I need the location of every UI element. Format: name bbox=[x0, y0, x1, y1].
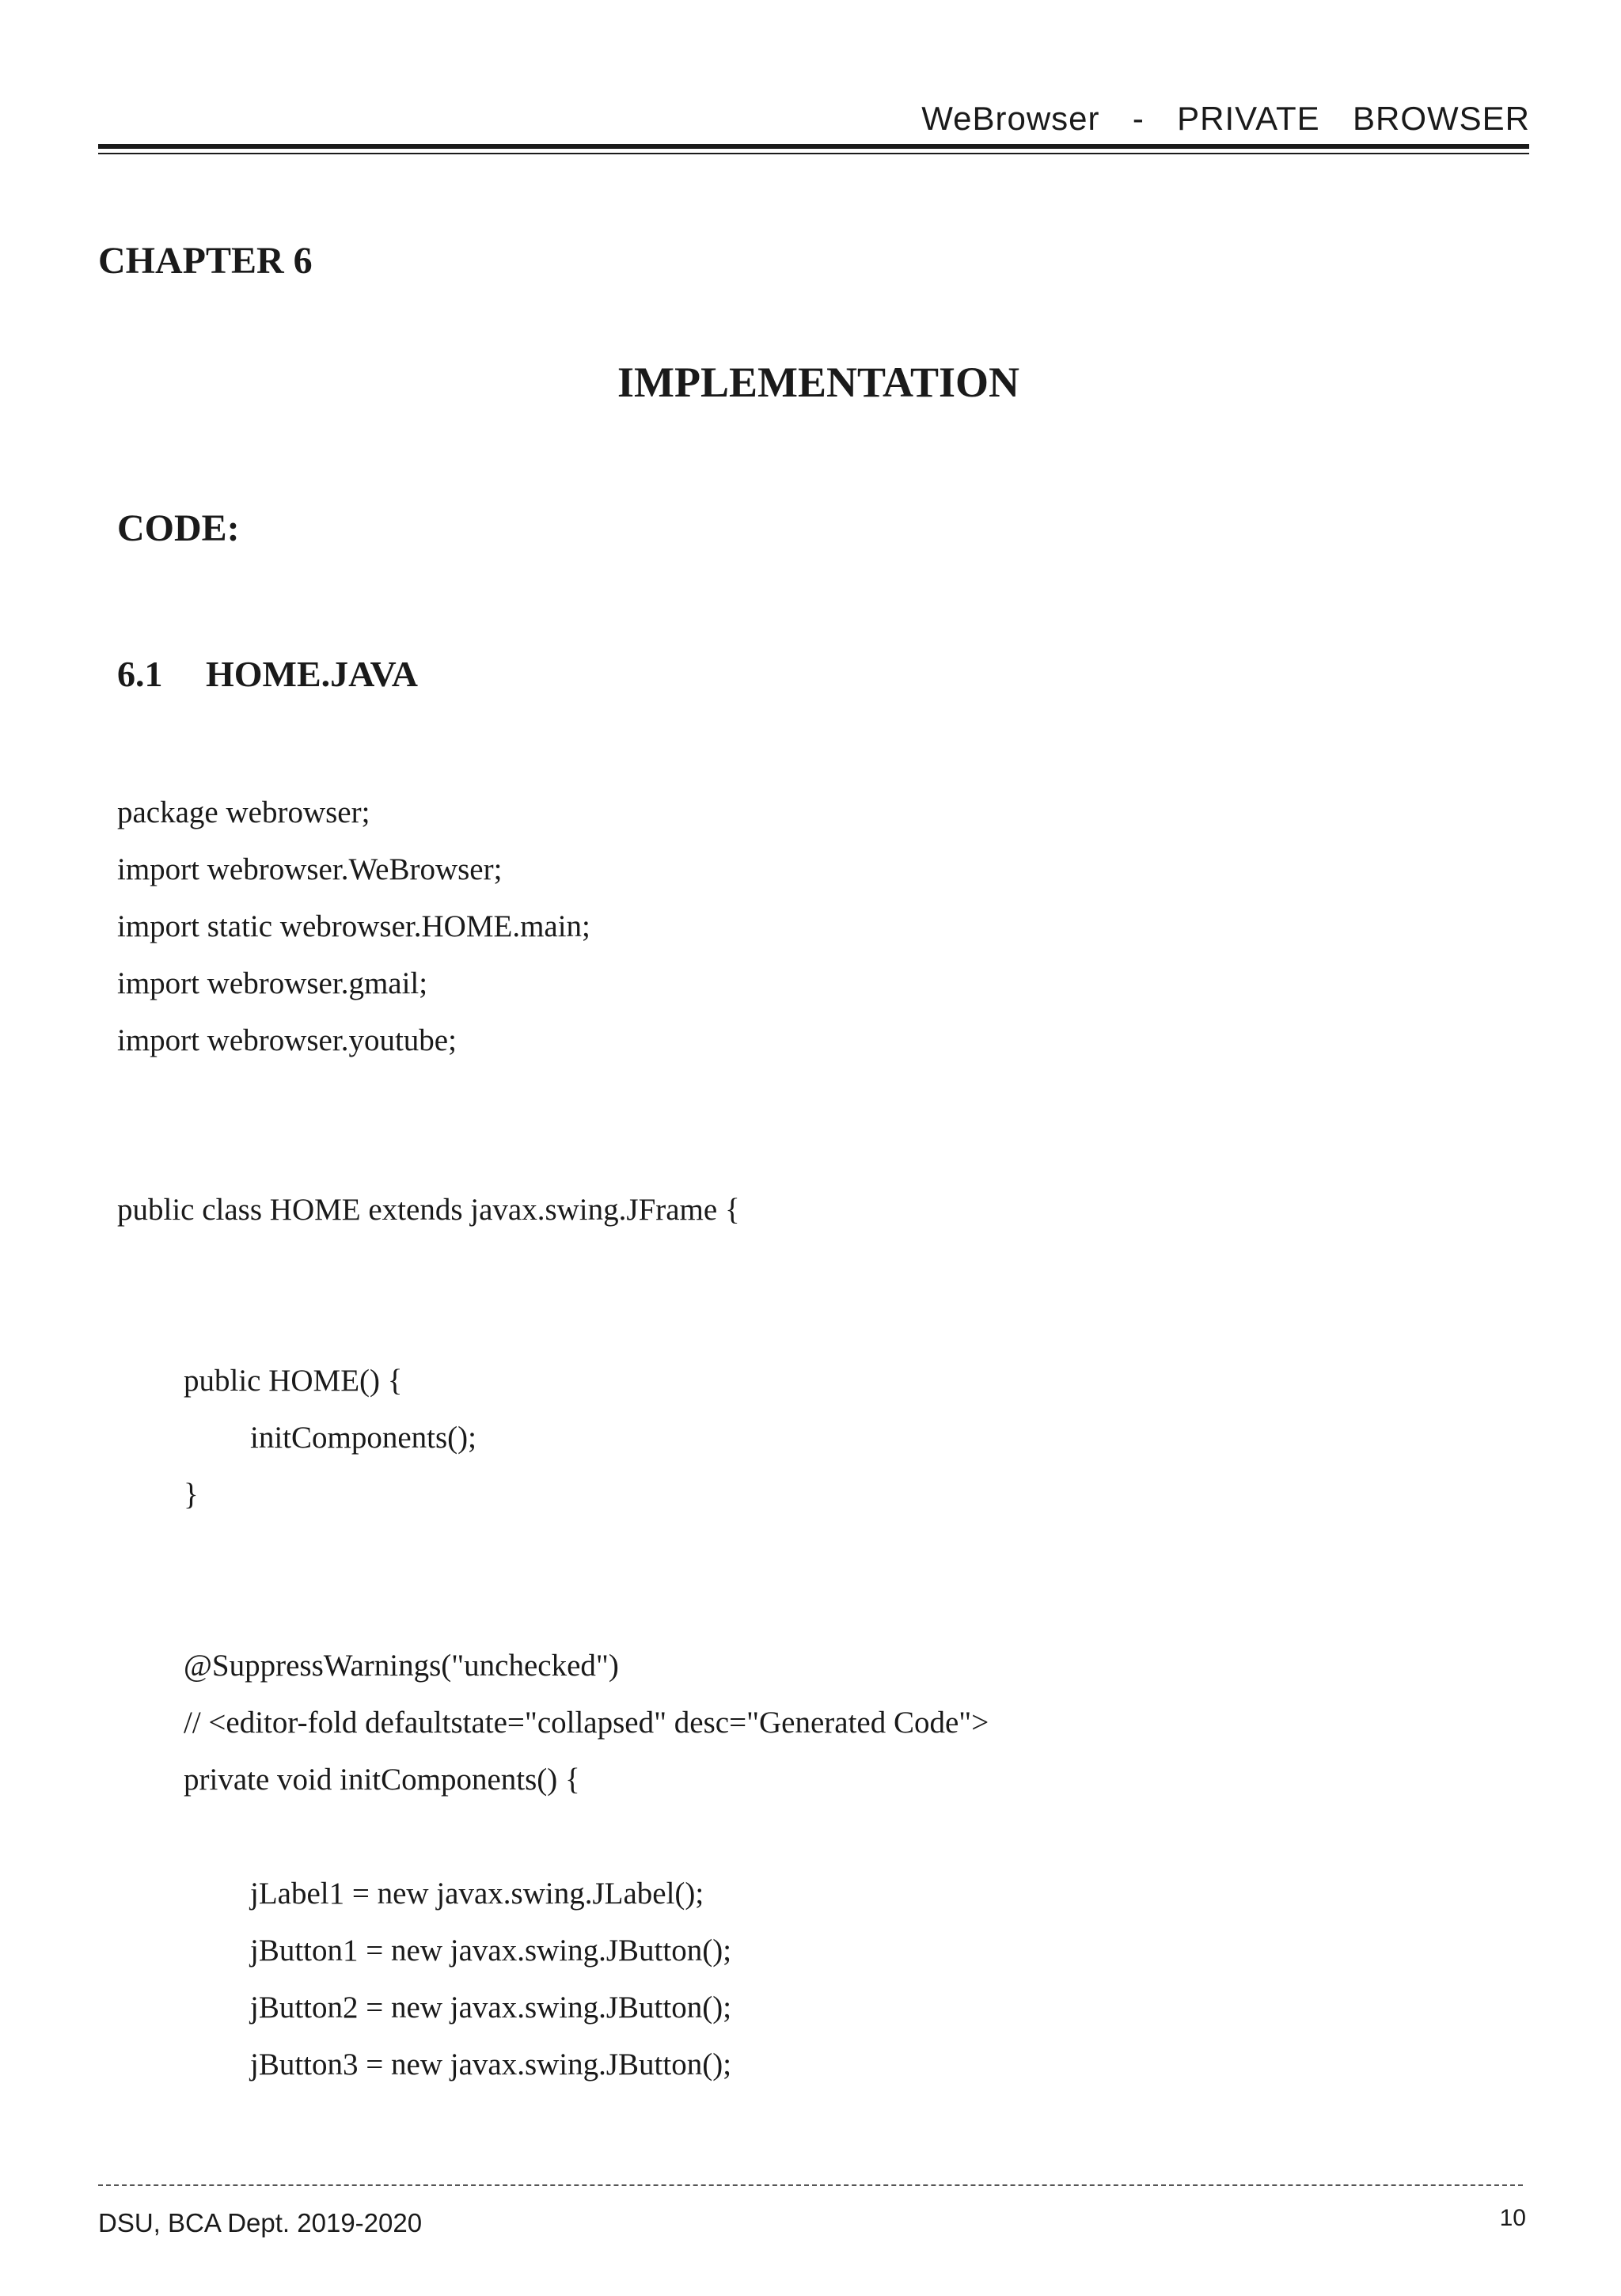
running-header-title: WeBrowser - PRIVATE BROWSER bbox=[921, 100, 1530, 137]
footer-department: DSU, BCA Dept. 2019-2020 bbox=[98, 2208, 423, 2237]
header-rule-thin bbox=[98, 153, 1529, 154]
code-line: private void initComponents() { bbox=[184, 1763, 580, 1797]
code-line: // <editor-fold defaultstate="collapsed" desc="Generated Code"> bbox=[184, 1706, 989, 1740]
code-line: public HOME() { bbox=[184, 1364, 403, 1398]
section-heading: CODE: bbox=[117, 507, 240, 549]
code-line: import static webrowser.HOME.main; bbox=[117, 909, 590, 943]
subsection-title: HOME.JAVA bbox=[206, 654, 418, 694]
subsection-number: 6.1 bbox=[117, 654, 163, 694]
header-rule bbox=[98, 144, 1529, 149]
footer-divider bbox=[98, 2184, 1523, 2186]
chapter-label: CHAPTER 6 bbox=[98, 240, 313, 282]
code-line: import webrowser.youtube; bbox=[117, 1023, 457, 1057]
code-line: jButton1 = new javax.swing.JButton(); bbox=[250, 1934, 732, 1968]
code-line: jButton3 = new javax.swing.JButton(); bbox=[250, 2047, 732, 2082]
code-line: initComponents(); bbox=[250, 1421, 476, 1455]
page-number: 10 bbox=[1499, 2205, 1526, 2231]
code-line: import webrowser.WeBrowser; bbox=[117, 852, 503, 886]
code-line: import webrowser.gmail; bbox=[117, 966, 428, 1000]
code-line: public class HOME extends javax.swing.JFrame { bbox=[117, 1193, 740, 1227]
code-line: @SuppressWarnings("unchecked") bbox=[184, 1649, 619, 1683]
subsection-heading bbox=[117, 653, 418, 695]
code-line: } bbox=[184, 1478, 199, 1512]
code-line: jLabel1 = new javax.swing.JLabel(); bbox=[250, 1877, 704, 1911]
code-line: package webrowser; bbox=[117, 795, 370, 829]
chapter-title: IMPLEMENTATION bbox=[617, 359, 1020, 406]
code-line: jButton2 = new javax.swing.JButton(); bbox=[250, 1990, 732, 2025]
